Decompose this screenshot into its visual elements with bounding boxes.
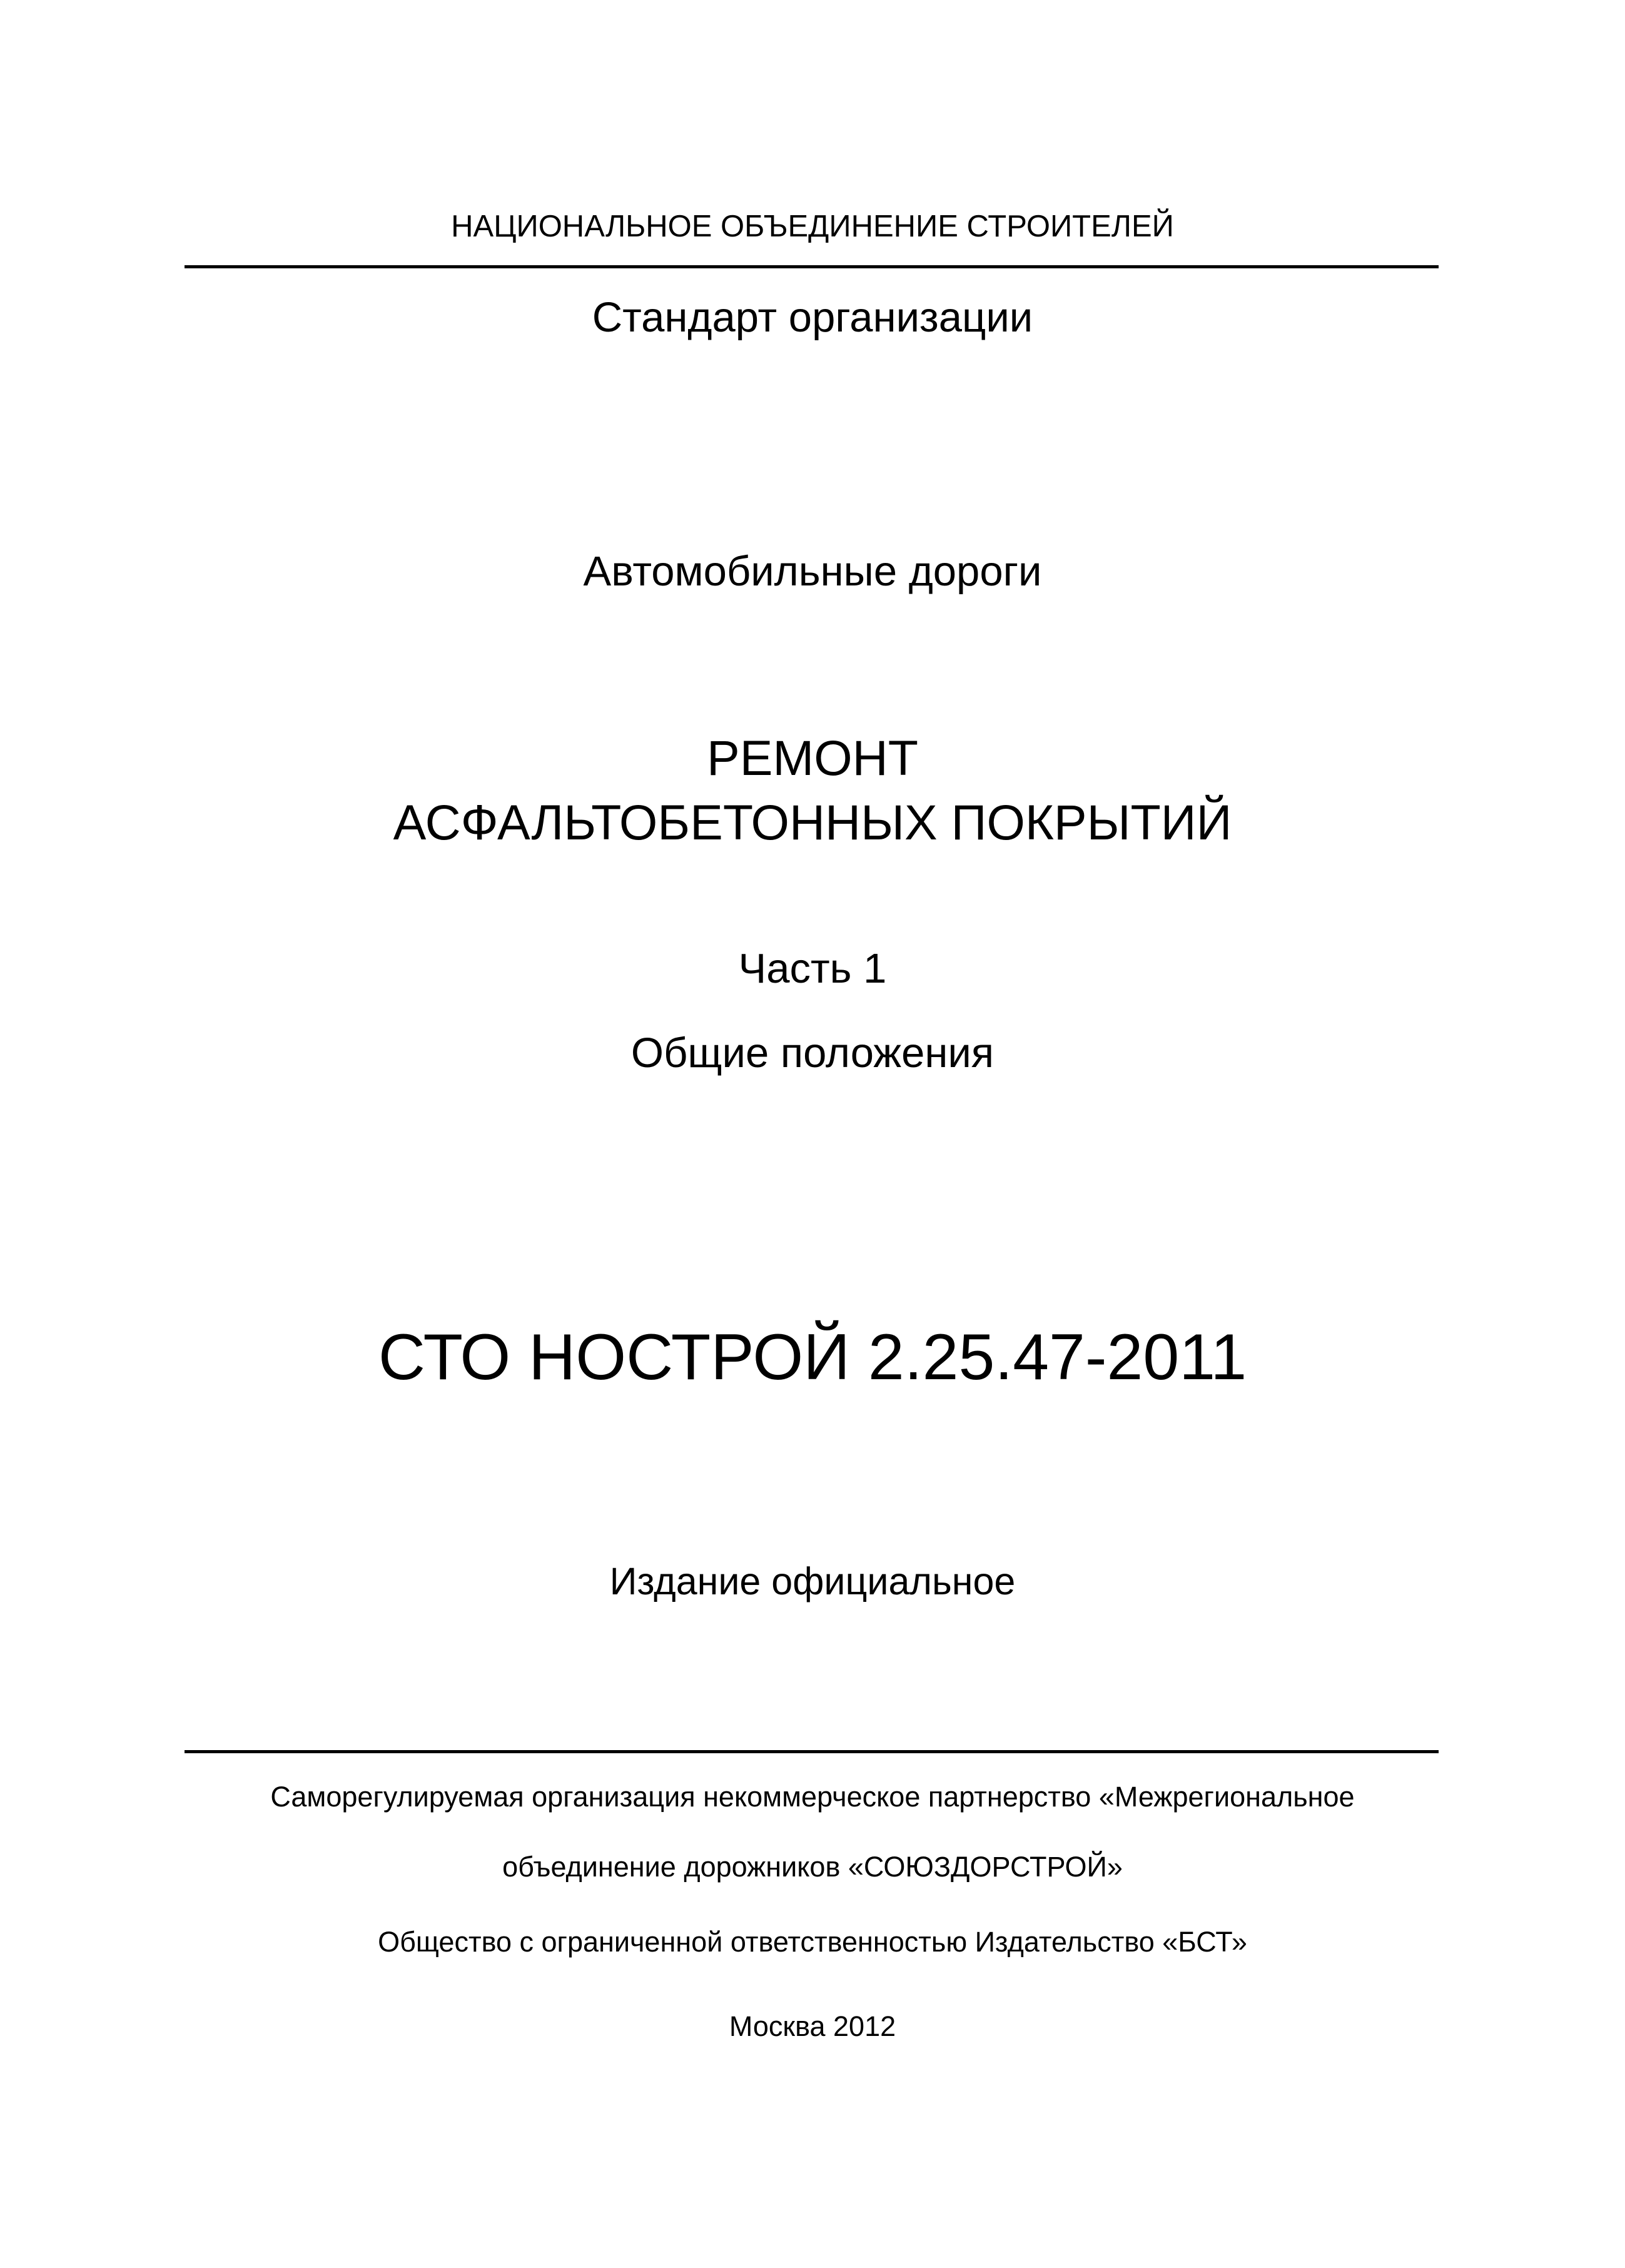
footer-divider — [185, 1750, 1439, 1753]
organization-name: НАЦИОНАЛЬНОЕ ОБЪЕДИНЕНИЕ СТРОИТЕЛЕЙ — [451, 210, 1174, 243]
standard-kind: Стандарт организации — [592, 294, 1033, 341]
document-title-line-1: РЕМОНТ — [707, 730, 918, 786]
document-title-line-2: АСФАЛЬТОБЕТОННЫХ ПОКРЫТИЙ — [393, 794, 1232, 850]
publisher-line-3: Общество с ограниченной ответственностью Издательство «БСТ» — [378, 1926, 1247, 1958]
publisher-line-1: Саморегулируемая организация некоммерческое партнерство «Межрегиональное — [270, 1781, 1355, 1813]
edition-note: Издание официальное — [609, 1560, 1016, 1602]
publisher-line-2: объединение дорожников «СОЮЗДОРСТРОЙ» — [502, 1851, 1123, 1883]
place-and-year: Москва 2012 — [729, 2010, 896, 2042]
part-number: Часть 1 — [738, 945, 887, 992]
header-divider — [185, 265, 1439, 268]
document-subtitle: Общие положения — [630, 1030, 995, 1076]
standard-designation: СТО НОСТРОЙ 2.25.47-2011 — [378, 1321, 1247, 1394]
series-title: Автомобильные дороги — [583, 548, 1042, 595]
